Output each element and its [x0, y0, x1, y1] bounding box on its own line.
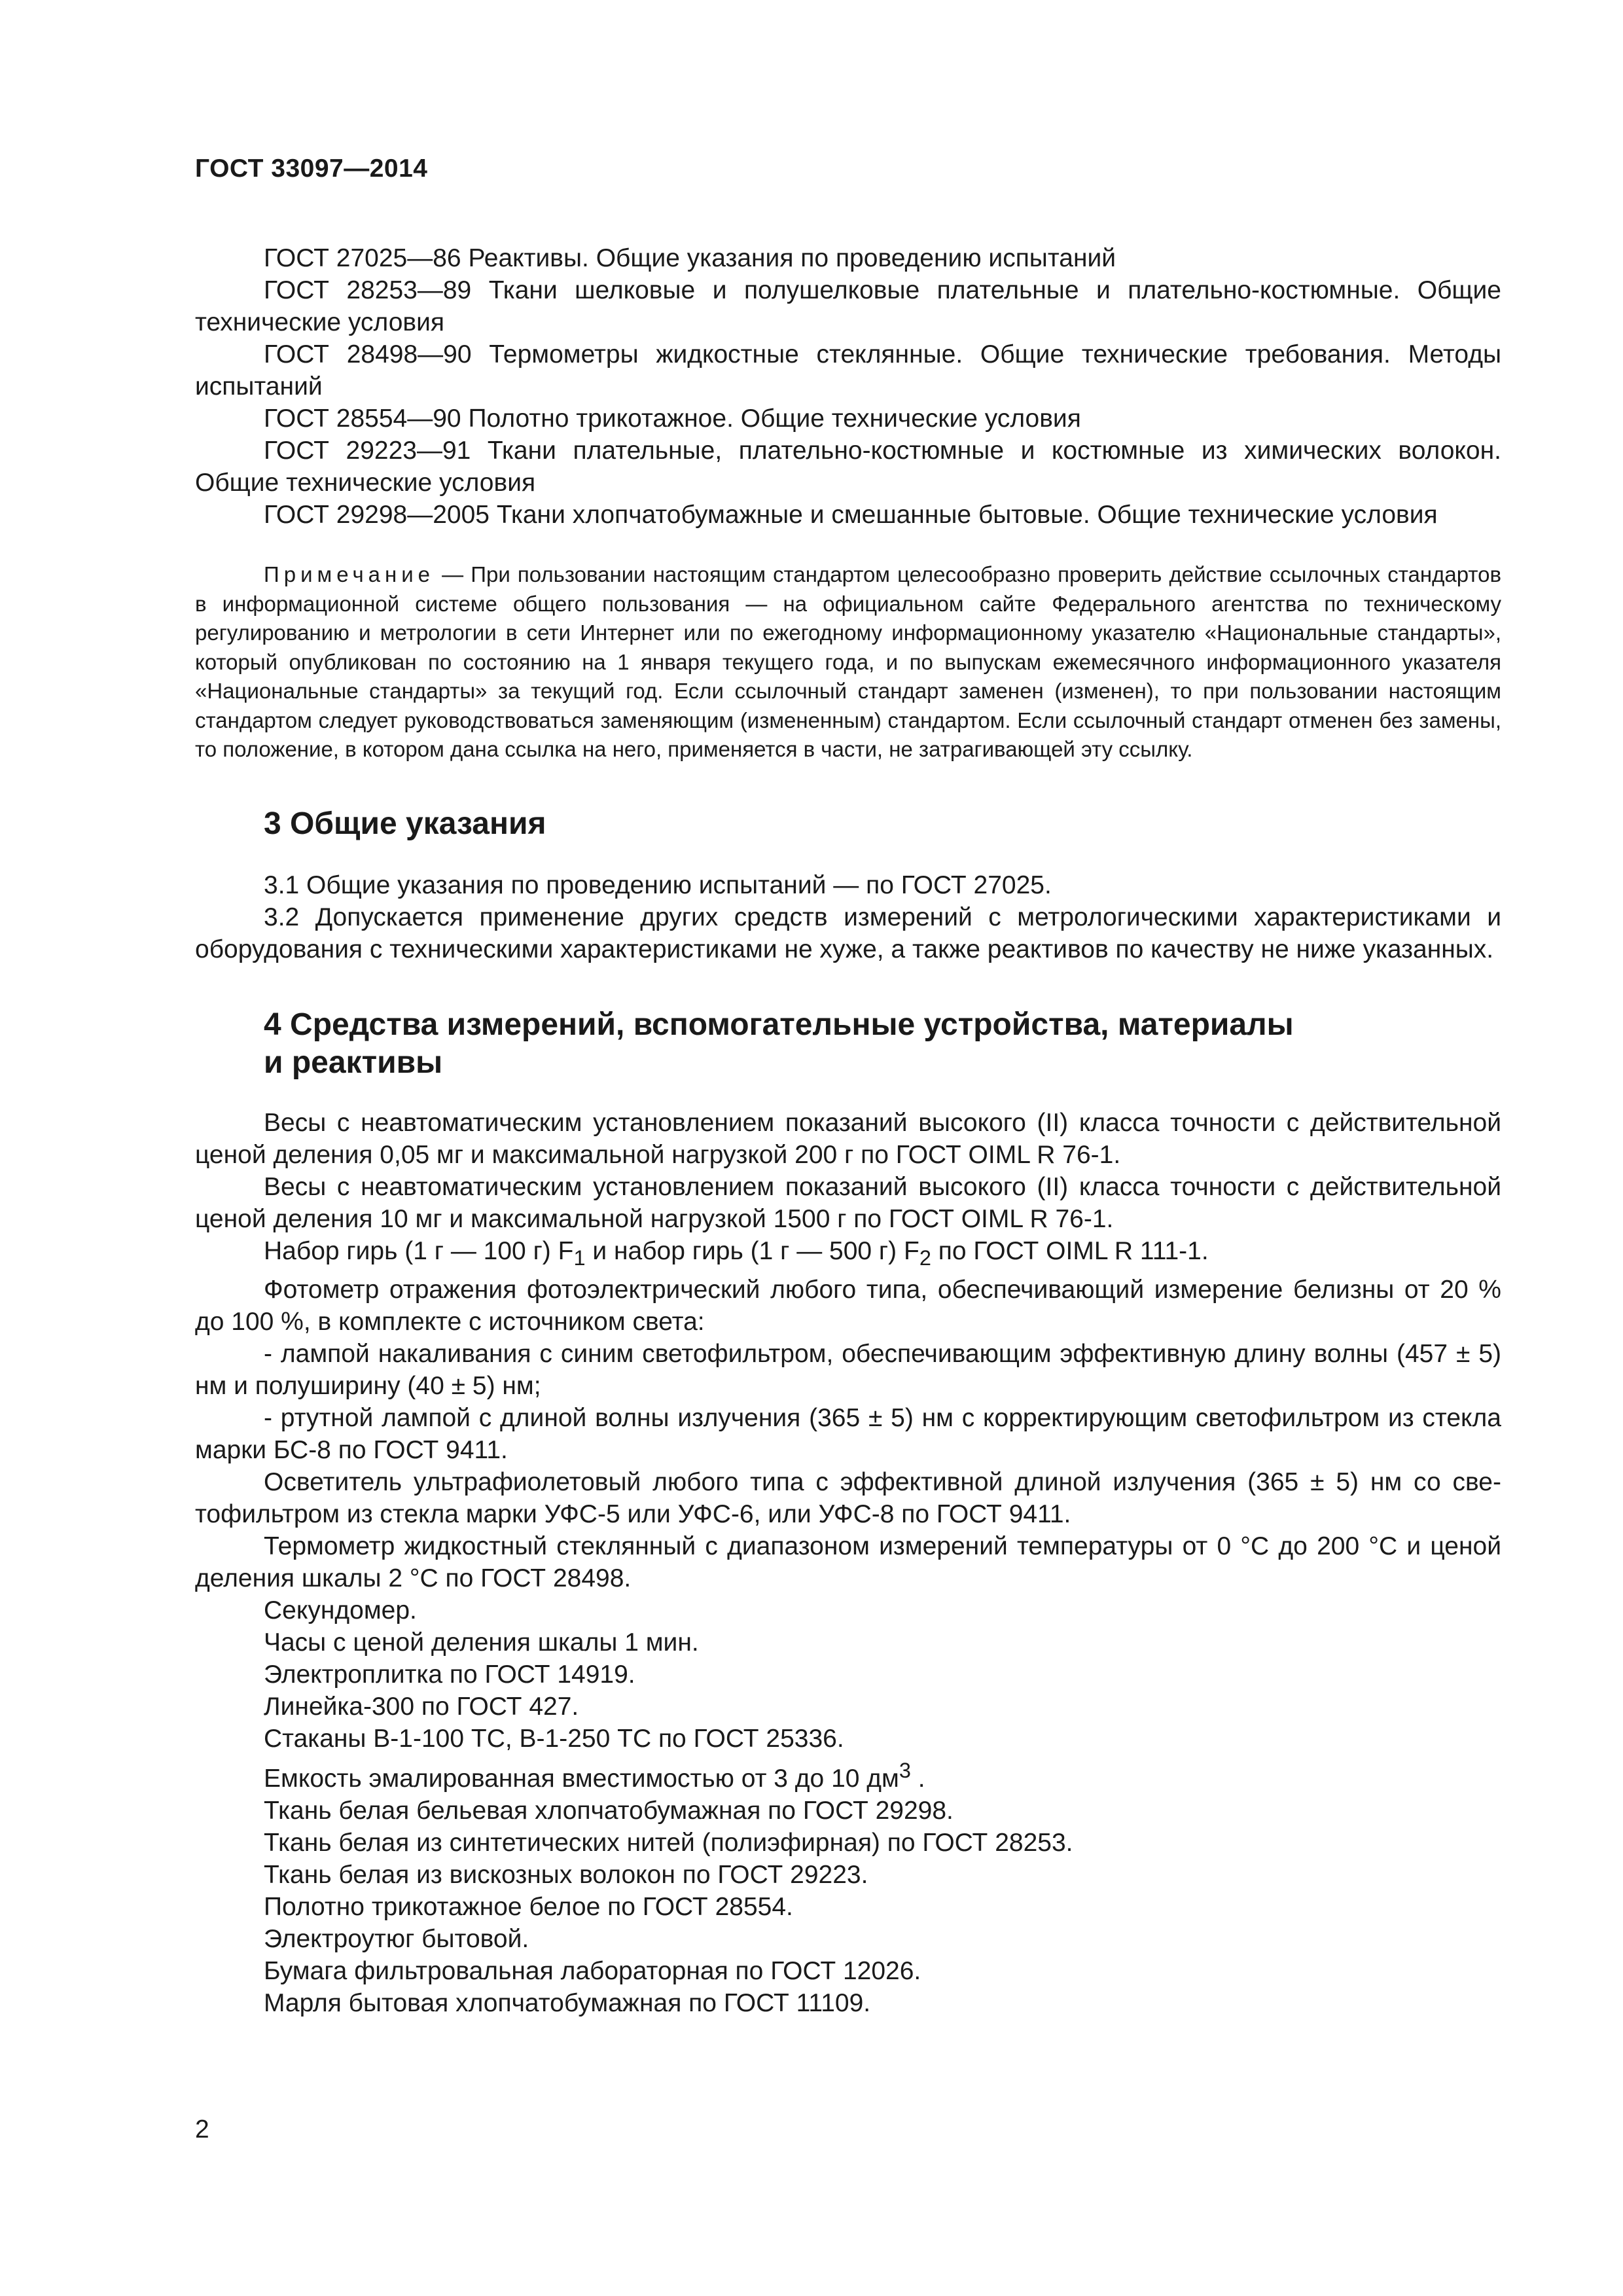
equipment-item: Ткань белая из синтетических нитей (полиэфирная) по ГОСТ 28253.	[264, 1829, 1073, 1857]
section-4-heading	[264, 1006, 1501, 1082]
weights-text-2: и набор гирь (1 г — 500 г) F	[585, 1236, 919, 1265]
equipment-item: Бумага фильтровальная лабораторная по ГОСТ 12026.	[264, 1957, 921, 1986]
section-4-heading-line1: 4 Средства измерений, вспомогательные устройства, материалы	[264, 1007, 1294, 1042]
vessel-text: Емкость эмалированная вместимостью от 3 до 10 дм	[264, 1765, 899, 1793]
equipment-item: Часы с ценой деления шкалы 1 мин.	[264, 1628, 699, 1657]
note-label: Примечание	[264, 562, 435, 586]
section-4-heading-line2: и реактивы	[264, 1045, 443, 1080]
weights-text-3: по ГОСТ OIML R 111-1.	[931, 1236, 1209, 1265]
vessel-sup: 3	[899, 1759, 911, 1783]
equipment-item: Ткань белая бельевая хлопчатобумажная по ГОСТ 29298.	[264, 1797, 954, 1825]
note-paragraph	[195, 560, 1501, 764]
reference-item: ГОСТ 29298—2005 Ткани хлопчатобумажные и смешанные бытовые. Общие технические условия	[264, 501, 1438, 529]
section-3-heading: 3 Общие указания	[264, 806, 546, 841]
clause-3-1: 3.1 Общие указания по проведению испытаний — по ГОСТ 27025.	[264, 870, 1052, 899]
note-text: — При пользовании настоящим стандартом целесообразно проверить действие ссылочных стандартов в информационной системе общего пользования — на официальном сайте Федерального агентства по техническому регулированию и метрологии в сети Интернет или по ежегодному информационному указателю «Национальные стандарты», который опубликован по состоянию на 1 января текущего года, и по выпускам ежемесячного информационного указателя «Национальные стандарты» за текущий год. Если ссылочный стандарт заменен (изменен), то при пользовании настоящим стандартом следует руководствоваться заменяющим (измененным) стандартом. Если ссылочный стандарт отменен без замены, то положение, в котором дана ссылка на него, применяется в части, не затрагивающей эту ссылку.	[195, 562, 1501, 761]
reference-item: ГОСТ 28498—90 Термометры жидкостные стеклянные. Общие технические требования. Методы испытаний	[195, 340, 1501, 401]
vessel-item	[195, 1755, 1501, 1795]
weights-sub-1: 1	[573, 1246, 586, 1270]
equipment-item: Секундомер.	[264, 1596, 417, 1625]
equipment-item: Ткань белая из вискозных волокон по ГОСТ 29223.	[264, 1861, 868, 1890]
equipment-item: Линейка-300 по ГОСТ 427.	[264, 1693, 579, 1721]
document-page	[195, 154, 1501, 2019]
clause-3-2: 3.2 Допускается применение других средств измерений с метрологическими характеристиками и оборудования с техническими характеристиками не хуже, а также реактивов по качеству не ниже указанных.	[195, 903, 1501, 963]
equipment-item: Термометр жидкостный стеклянный с диапазоном измерений температуры от 0 °С до 200 °С и ценой деления шкалы 2 °С по ГОСТ 28498.	[195, 1532, 1501, 1593]
equipment-item: Осветитель ультрафиолетовый любого типа с эффективной длиной излучения (365 ± 5) нм со светофильтром из стекла марки УФС-5 или УФС-6, или УФС-8 по ГОСТ 9411.	[195, 1468, 1501, 1529]
equipment-item: Марля бытовая хлопчатобумажная по ГОСТ 11109.	[264, 1989, 871, 2018]
reference-item: ГОСТ 28253—89 Ткани шелковые и полушелковые плательные и плательно-костюмные. Общие технические условия	[195, 276, 1501, 336]
normative-references	[195, 242, 1501, 531]
equipment-item: Стаканы В-1-100 ТС, В-1-250 ТС по ГОСТ 25336.	[264, 1725, 844, 1753]
weights-sub-2: 2	[919, 1246, 931, 1270]
equipment-item: Весы с неавтоматическим установлением показаний высокого (II) класса точности с действительной ценой деления 0,05 мг и максимальной нагрузкой 200 г по ГОСТ OIML R 76-1.	[195, 1108, 1501, 1169]
equipment-item: Электроутюг бытовой.	[264, 1925, 529, 1954]
equipment-item: Фотометр отражения фотоэлектрический любого типа, обеспечивающий измерение белизны от 20 % до 100 %, в комплекте с источником света:	[195, 1276, 1501, 1336]
page-number: 2	[195, 2115, 209, 2144]
reference-item: ГОСТ 28554—90 Полотно трикотажное. Общие технические условия	[264, 404, 1081, 433]
equipment-subitem: - лампой накаливания с синим светофильтром, обеспечивающим эффективную длину волны (457 ± 5) нм и полуширину (40 ± 5) нм;	[195, 1340, 1501, 1401]
reference-item: ГОСТ 29223—91 Ткани плательные, плательно-костюмные и костюмные из химических волокон. Общие технические условия	[195, 437, 1501, 497]
document-header: ГОСТ 33097—2014	[195, 154, 428, 183]
vessel-end: .	[910, 1765, 925, 1793]
weights-item	[195, 1235, 1501, 1274]
equipment-subitem: - ртутной лампой с длиной волны излучения (365 ± 5) нм с корректирующим светофильтром из стекла марки БС-8 по ГОСТ 9411.	[195, 1404, 1501, 1465]
equipment-item: Весы с неавтоматическим установлением показаний высокого (II) класса точности с действительной ценой деления 10 мг и максимальной нагрузкой 1500 г по ГОСТ OIML R 76-1.	[195, 1172, 1501, 1233]
equipment-item: Электроплитка по ГОСТ 14919.	[264, 1660, 635, 1689]
equipment-item: Полотно трикотажное белое по ГОСТ 28554.	[264, 1893, 793, 1922]
reference-item: ГОСТ 27025—86 Реактивы. Общие указания по проведению испытаний	[264, 244, 1116, 272]
weights-text-1: Набор гирь (1 г — 100 г) F	[264, 1236, 574, 1265]
